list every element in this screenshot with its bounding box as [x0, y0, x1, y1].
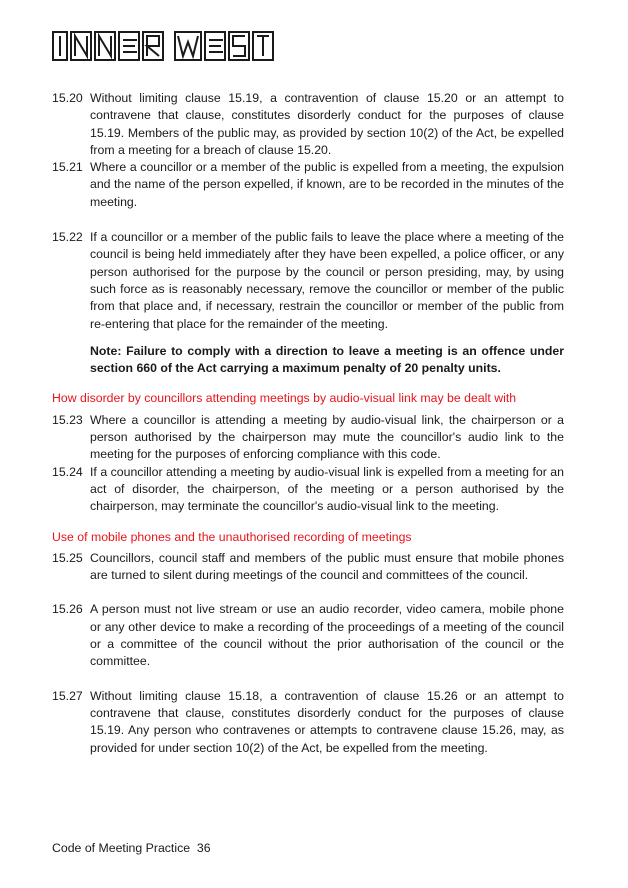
clause-15-20 — [52, 90, 564, 159]
section-heading: How disorder by councillors attending meetings by audio-visual link may be dealt with — [52, 391, 517, 406]
page-body — [52, 90, 564, 757]
clause-text: Where a councillor is attending a meeting by audio-visual link, the chairperson or a person authorised by the chairperson may mute the councillor's audio link to the meeting for the purposes of enforcing compliance with this code. — [90, 412, 564, 462]
inner-west-logo — [51, 26, 291, 66]
clause-text: If a councillor attending a meeting by audio-visual link is expelled from a meeting for an act of disorder, the chairperson, of the meeting or a person authorised by the chairperson, may terminate the councillor's audio-visual link to the meeting. — [90, 464, 564, 514]
clause-number: 15.21 — [52, 160, 83, 175]
clause-15-24 — [52, 464, 564, 516]
clause-15-21 — [52, 159, 564, 211]
section-heading: Use of mobile phones and the unauthorised recording of meetings — [52, 529, 412, 544]
penalty-note: Note: Failure to comply with a direction to leave a meeting is an offence under section 660 of the Act carrying a maximum penalty of 20 penalty units. — [90, 343, 564, 376]
clause-number: 15.22 — [52, 230, 83, 245]
clause-text: A person must not live stream or use an audio recorder, video camera, mobile phone or any other device to make a recording of the proceedings of a meeting of the council or a committee of the council without the prior authorisation of the council or the committee. — [90, 602, 564, 669]
clause-text: Where a councillor or a member of the public is expelled from a meeting, the expulsion and the name of the person expelled, if known, are to be recorded in the minutes of the meeting. — [90, 160, 564, 209]
page-footer: Code of Meeting Practice 36 — [52, 841, 211, 855]
clause-number: 15.26 — [52, 602, 83, 617]
clause-text: Councillors, council staff and members of the public must ensure that mobile phones are turned to silent during meetings of the council and committees of the council. — [90, 550, 564, 583]
clause-15-23 — [52, 412, 564, 464]
clause-number: 15.23 — [52, 412, 83, 427]
clause-number: 15.20 — [52, 91, 83, 105]
clause-text: Without limiting clause 15.19, a contravention of clause 15.20 or an attempt to contravene that clause, constitutes disorderly conduct for the purposes of clause 15.19. Members of the public may, as provided by section 10(2) of the Act, be expelled from a meeting for a breach of clause 15.20. — [90, 91, 564, 157]
clause-number: 15.27 — [52, 688, 83, 703]
clause-text: If a councillor or a member of the public fails to leave the place where a meeting of the council is being held immediately after they have been expelled, a police officer, or any person authorised for the purpose by the council or person presiding, may, by using such force as is reasonably necessary, remove the councillor or member of the public from that place and, if necessary, restrain the councillor or member of the public from re-entering that place for the remainder of the meeting. — [90, 230, 564, 331]
clause-number: 15.25 — [52, 550, 83, 565]
clause-group-a — [52, 90, 564, 333]
clause-15-27 — [52, 688, 564, 757]
clause-15-22 — [52, 229, 564, 333]
clause-group-b — [52, 412, 564, 516]
clause-text: Without limiting clause 15.18, a contravention of clause 15.26 or an attempt to contravene that clause, constitutes disorderly conduct for the purposes of clause 15.19. Any person who contravenes or attempts to contravene clause 15.26, may, as provided for under section 10(2) of the Act, be expelled from the meeting. — [90, 688, 564, 755]
clause-15-26 — [52, 601, 564, 670]
clause-group-c — [52, 550, 564, 757]
clause-15-25 — [52, 550, 564, 585]
clause-number: 15.24 — [52, 464, 83, 479]
